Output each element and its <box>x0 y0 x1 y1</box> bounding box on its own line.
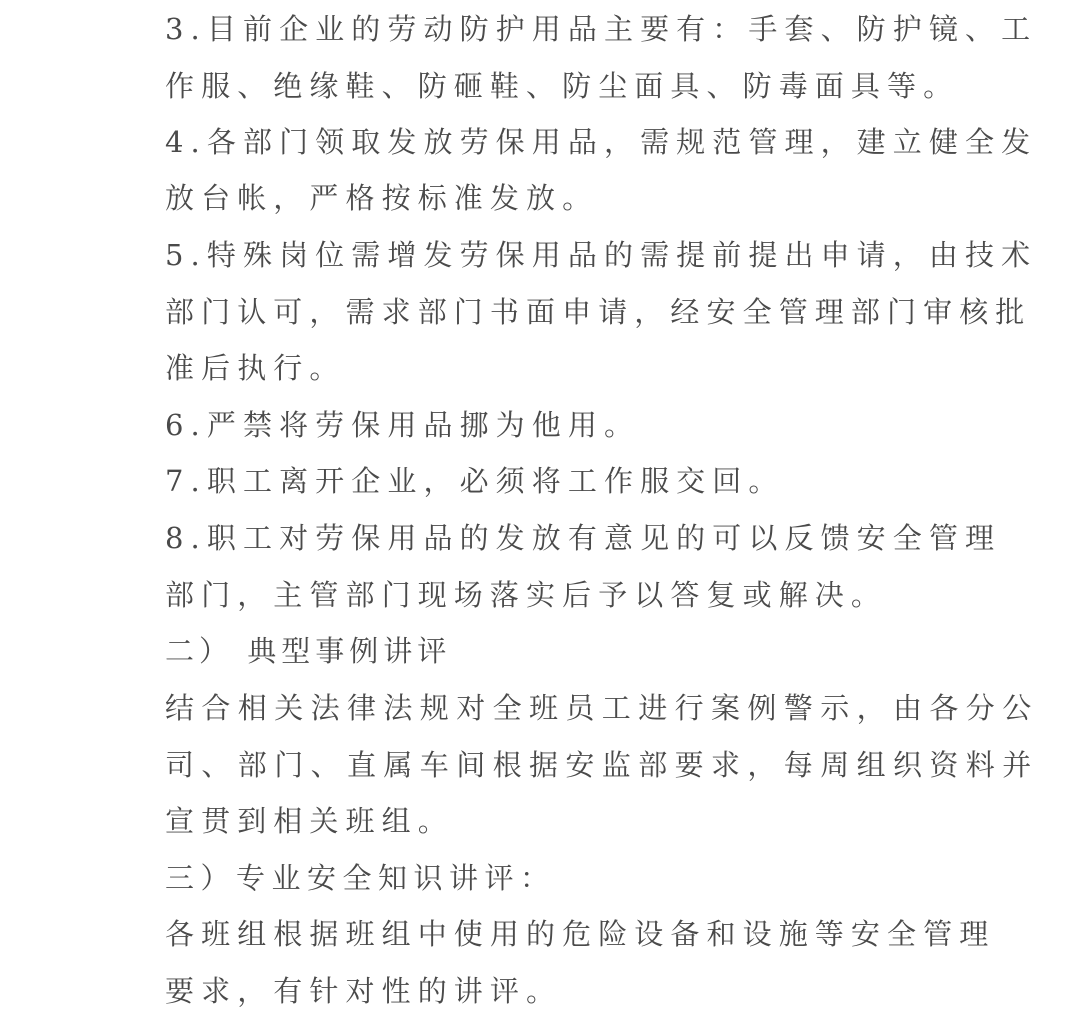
section-2-line-3: 宣贯到相关班组。 <box>165 804 454 838</box>
item-8-line-1: 8.职工对劳保用品的发放有意见的可以反馈安全管理 <box>165 521 1002 555</box>
section-2-heading: 二） 典型事例讲评 <box>165 634 452 668</box>
section-2-line-2: 司、部门、直属车间根据安监部要求，每周组织资料并 <box>165 748 1039 782</box>
section-3-line-1: 各班组根据班组中使用的危险设备和设施等安全管理 <box>165 917 996 951</box>
item-4-line-1: 4.各部门领取发放劳保用品，需规范管理，建立健全发 <box>165 125 1038 159</box>
item-3-line-2: 作服、绝缘鞋、防砸鞋、防尘面具、防毒面具等。 <box>165 69 960 103</box>
item-8-line-2: 部门，主管部门现场落实后予以答复或解决。 <box>165 578 888 612</box>
item-7-line-1: 7.职工离开企业，必须将工作服交回。 <box>165 464 785 498</box>
section-3-line-2: 要求，有针对性的讲评。 <box>165 974 563 1008</box>
item-5-line-2: 部门认可，需求部门书面申请，经安全管理部门审核批 <box>165 295 1032 329</box>
item-3-line-1: 3.目前企业的劳动防护用品主要有：手套、防护镜、工 <box>165 12 1038 46</box>
item-5-line-1: 5.特殊岗位需增发劳保用品的需提前提出申请，由技术 <box>165 238 1038 272</box>
section-2-line-1: 结合相关法律法规对全班员工进行案例警示，由各分公 <box>165 691 1039 725</box>
section-3-heading: 三）专业安全知识讲评： <box>165 861 556 895</box>
item-5-line-3: 准后执行。 <box>165 351 346 385</box>
item-4-line-2: 放台帐，严格按标准发放。 <box>165 181 599 215</box>
item-6-line-1: 6.严禁将劳保用品挪为他用。 <box>165 408 641 442</box>
